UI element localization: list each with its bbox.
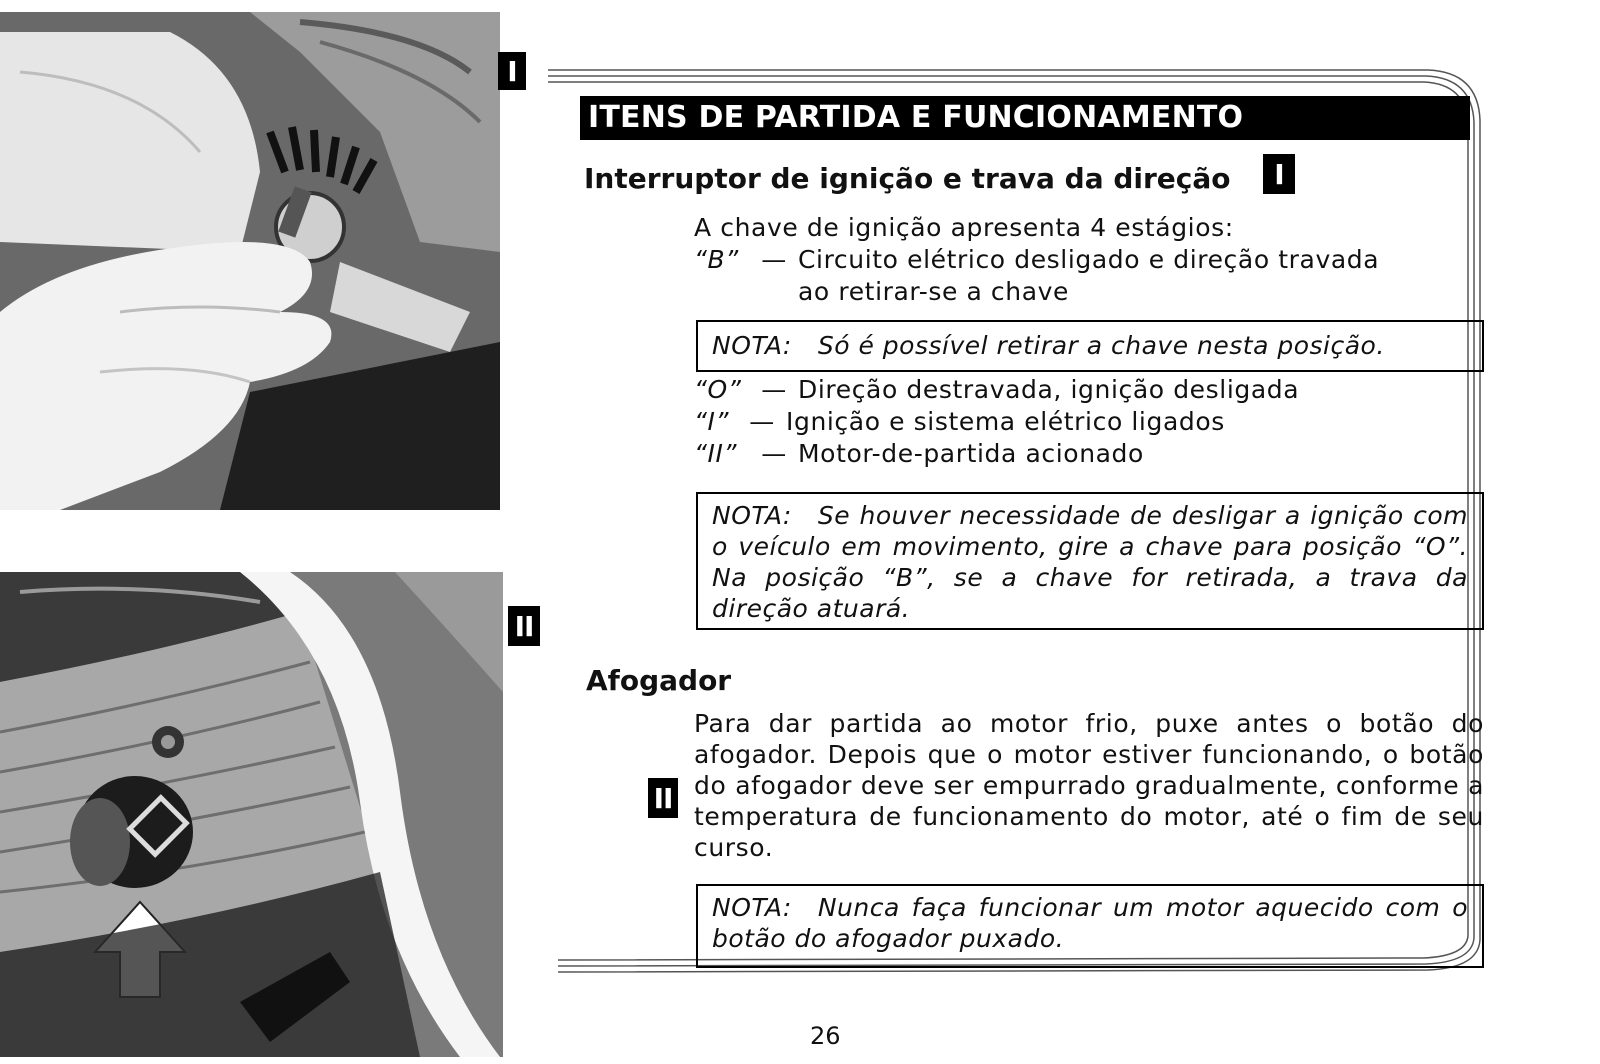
note-text: Nunca faça funcionar um motor aquecido com o botão do afogador puxado.	[712, 893, 1468, 953]
note-box-3	[696, 884, 1484, 968]
note-box-2	[696, 492, 1484, 630]
section-banner: ITENS DE PARTIDA E FUNCIONAMENTO	[580, 96, 1470, 140]
stage-text: Circuito elétrico desligado e direção travada	[798, 245, 1380, 274]
stage-code: “O”	[694, 375, 742, 404]
stage-code: “II”	[694, 439, 738, 468]
note-box-1	[696, 320, 1484, 372]
paragraph-marker-two: II	[648, 778, 678, 818]
stage-continuation: ao retirar-se a chave	[798, 277, 1070, 306]
ignition-section-title: Interruptor de ignição e trava da direção	[584, 162, 1231, 195]
stage-dash: —	[761, 245, 787, 274]
note-label: NOTA:	[712, 501, 792, 530]
stage-dash: —	[761, 439, 787, 468]
stage-dash: —	[749, 407, 775, 436]
stage-text: Direção destravada, ignição desligada	[798, 375, 1300, 404]
stage-row-o	[694, 374, 1299, 406]
stage-text: Motor-de-partida acionado	[798, 439, 1144, 468]
note-label: NOTA:	[712, 893, 792, 922]
stage-row-i	[694, 406, 1299, 438]
choke-paragraph: Para dar partida ao motor frio, puxe antes o botão do afogador. Depois que o motor estiver funcionando, o botão do afogador deve ser empurrado gradualmente, conforme a temperatura de funcionamento do motor, até o fim de seu curso.	[694, 709, 1484, 862]
note-label: NOTA:	[712, 331, 792, 360]
ignition-key-photo	[0, 12, 500, 510]
photo-marker-two: II	[508, 606, 540, 646]
choke-section-title: Afogador	[586, 664, 732, 697]
stage-list	[694, 374, 1299, 470]
stage-code: “B”	[694, 245, 739, 274]
stage-text: Ignição e sistema elétrico ligados	[786, 407, 1225, 436]
choke-knob-photo	[0, 572, 503, 1057]
note-text: Se houver necessidade de desligar a ignição com o veículo em movimento, gire a chave para posição “O”. Na posição “B”, se a chave for retirada, a trava da direção atuará.	[712, 501, 1468, 623]
stage-dash: —	[761, 375, 787, 404]
stage-row-b	[694, 244, 1379, 276]
photo-marker-one: I	[498, 52, 526, 90]
page-number: 26	[810, 1022, 841, 1050]
heading-marker-one: I	[1263, 154, 1295, 194]
ignition-intro: A chave de ignição apresenta 4 estágios:	[694, 213, 1234, 242]
stage-code: “I”	[694, 407, 730, 436]
note-text: Só é possível retirar a chave nesta posição.	[817, 331, 1385, 360]
stage-row-ii	[694, 438, 1299, 470]
ignition-intro-block	[694, 212, 1379, 308]
